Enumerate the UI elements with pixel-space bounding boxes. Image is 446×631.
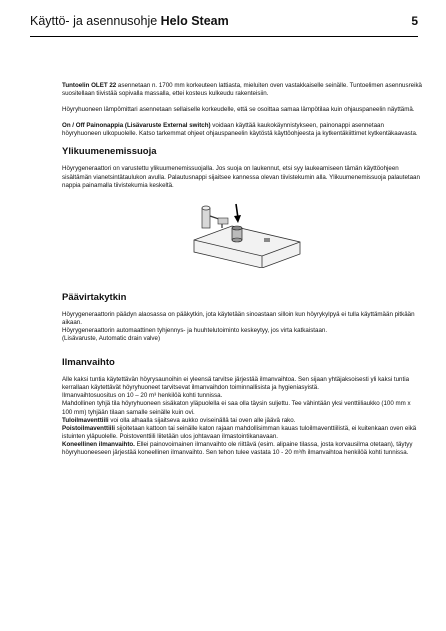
page-content [62, 82, 422, 457]
supply-valve-label: Tuloilmaventtiili [62, 416, 109, 424]
onoff-button-paragraph [62, 122, 422, 138]
title-product-name: Helo Steam [160, 14, 229, 28]
thermometer-paragraph: Höyryhuoneen lämpömittari asennetaan sellaiselle korkeudelle, että se osoittaa samaa lämpötilaa kuin ohjauspaneelin näyttämä. [62, 106, 415, 114]
onoff-button-text: voidaan käyttää kaukokäynnistykseen, painonappi asennetaan höyryhuoneen ulkopuolelle. Katso tarkemmat ohjeet ohjauspaneelin käytöstä käyttöohjeesta ja kytkentäkiittimet kytkentäkaavasta. [62, 122, 418, 138]
main-switch-drain-note: Höyrygeneraattorin automaattinen tyhjennys- ja huuhtelutoiminto keskeytyy, jos virta katkaistaan. [62, 326, 328, 334]
header-rule [30, 36, 418, 37]
document-title [30, 14, 229, 28]
page-header [30, 14, 418, 32]
exhaust-valve-label: Poistoilmaventtiili [62, 424, 115, 432]
supply-valve-text: voi olla alhaalla sijaitseva aukko oviseinällä tai oven alle jäävä rako. [108, 416, 296, 424]
sensor-installation-paragraph [62, 82, 422, 98]
exhaust-valve-text: sijoitetaan kattoon tai seinälle katon rajaan mahdollisimman kauas tuloilmaventtiilistä, ei kuitenkaan oven eikä istuinten yläpuolelle. Poistoventtiili liitetään ulos johtavaan ilmastointikanavaan. [62, 424, 417, 440]
reset-button-illustration [192, 198, 302, 268]
overheat-protection-text: Höyrygeneraattori on varustettu ylikuumenemissuojalla. Jos suoja on laukennut, etsi syy laukeamiseen tämän käyttöohjeen sisältämän vianetsintätaulukon avulla. Palautusnappi sijaitsee kannessa olevan tiivistekumin alla. Ylikuumenemissuoja palautetaan nappia painamalla tiivistekumia keskeltä. [62, 165, 420, 189]
ventilation-intro: Alle kaksi tuntia käytettävän höyrysaunoihin ei yleensä tarvitse järjestää ilmanvaihtoa. Sen sijaan yhtäjaksoisesti yli kaksi tuntia kerrallaan käytettävät höyryhuoneet tarvitsevat ilmanvaihdon toiminnallisista ja hygieniasyistä. [62, 376, 410, 392]
main-switch-text [62, 311, 422, 343]
mechanical-ventilation-text: Ellei painovoimainen ilmanvaihto ole riittävä (esim. alipaine tilassa, josta korvausilma otetaan), täytyy höyryhuoneeseen järjestää koneellinen ilmanvaihto. Sen tehon tulee vastata 10 - 20 m³/h ilmanvaihtoa henkilöä kohti tunnissa. [62, 440, 413, 456]
onoff-button-label: On / Off Painonappia (Lisävaruste External switch) [62, 122, 211, 130]
title-prefix: Käyttö- ja asennusohje [30, 14, 161, 28]
sensor-installation-text: asennetaan n. 1700 mm korkeuteen lattiasta, mieluiten oven vastakkaiselle seinälle. Tuntoelimen asennusreikä suositellaan tiivistää sopivalla massalla, ettei kosteus kulkeudu rakenteisiin. [62, 82, 422, 98]
steam-generator-lid-drawing [192, 198, 302, 268]
overheat-protection-heading: Ylikuumenemissuoja [62, 146, 157, 158]
ventilation-recommendation: Ilmanvaihtosuositus on 10 – 20 m³ henkilöä kohti tunnissa. [62, 392, 223, 400]
sensor-model: Tuntoelin OLET 22 [62, 82, 117, 89]
ventilation-heading: Ilmanvaihto [62, 357, 115, 369]
main-switch-usage: Höyrygeneraattorin päädyn alaosassa on pääkytkin, jota käytetään sinoastaan silloin kun höyrykylpyä ei tulla käyttämään pitkään aikaan. [62, 310, 415, 326]
main-switch-heading: Päävirtakytkin [62, 291, 127, 303]
section-spacer [62, 343, 422, 357]
main-switch-accessory-note: (Lisävaruste, Automatic drain valve) [62, 335, 161, 343]
ventilation-text [62, 376, 422, 457]
page-number: 5 [411, 14, 418, 28]
mechanical-ventilation-label: Koneellinen ilmanvaihto. [62, 440, 135, 448]
ventilation-ceiling-space: Mahdollinen tyhjä tila höyryhuoneen sisäkaton yläpuolella ei saa olla täysin suljettu. Tee vähintään yksi venttiiliaukko (100 mm x 100 mm) tyhjään tilaan samalle seinälle kuin ovi. [62, 400, 411, 416]
